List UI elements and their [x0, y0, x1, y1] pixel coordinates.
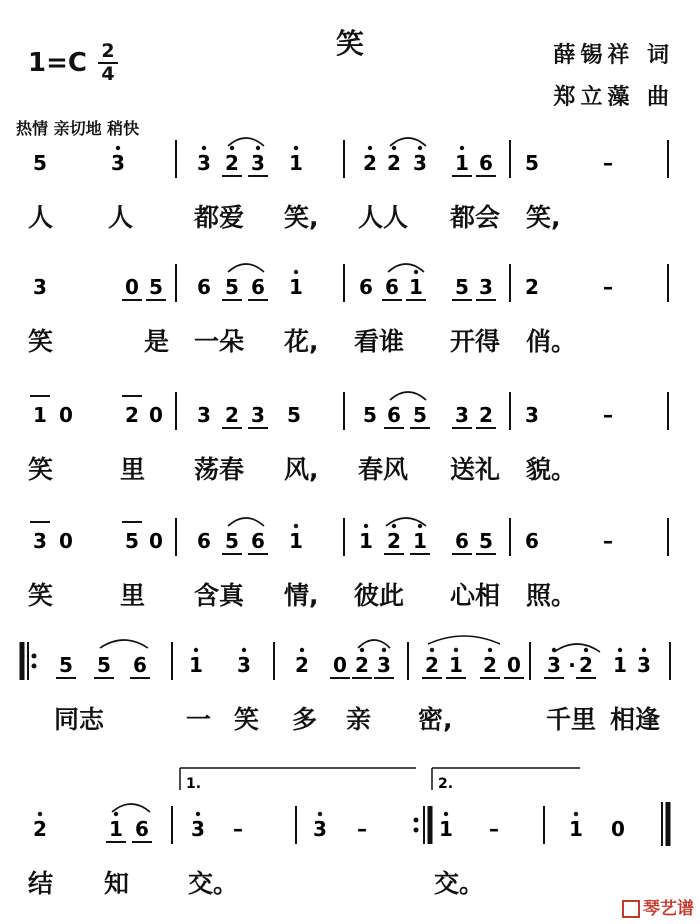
- high-dot: [488, 648, 492, 652]
- slur: [112, 804, 150, 812]
- note: 2: [387, 151, 401, 175]
- high-dot: [392, 146, 396, 150]
- note: 3: [33, 529, 47, 553]
- note: 2: [355, 653, 369, 677]
- high-dot: [294, 146, 298, 150]
- note: 3: [191, 817, 205, 841]
- high-dot: [242, 648, 246, 652]
- lyric-word: 亲: [346, 705, 372, 734]
- note: 0: [59, 529, 73, 553]
- note: 3: [547, 653, 561, 677]
- slur: [228, 138, 264, 146]
- lyric-word: 花,: [284, 327, 319, 356]
- note: –: [489, 817, 499, 841]
- high-dot: [230, 146, 234, 150]
- note: 1: [449, 653, 463, 677]
- note: 5: [479, 529, 493, 553]
- lyric-word: 情,: [284, 581, 319, 610]
- time-sig-top: 2: [101, 40, 115, 62]
- high-dot: [318, 812, 322, 816]
- note: 6: [479, 151, 493, 175]
- high-dot: [368, 146, 372, 150]
- lyric-word: 人人: [358, 203, 409, 232]
- note: 3: [455, 403, 469, 427]
- note: 0: [149, 403, 163, 427]
- note: 1: [289, 529, 303, 553]
- lyric-word: 俏。: [526, 327, 577, 356]
- high-dot: [414, 270, 418, 274]
- note: 3: [251, 403, 265, 427]
- slur: [390, 138, 426, 146]
- lyric-word: 含真: [194, 581, 245, 610]
- note: 2: [483, 653, 497, 677]
- high-dot: [256, 146, 260, 150]
- high-dot: [294, 524, 298, 528]
- high-dot: [574, 812, 578, 816]
- repeat-dot: [32, 664, 37, 669]
- note: 3: [377, 653, 391, 677]
- note: 6: [455, 529, 469, 553]
- lyric-word: 交。: [188, 869, 239, 898]
- note: 5: [455, 275, 469, 299]
- note: –: [603, 275, 613, 299]
- note: 6: [197, 529, 211, 553]
- watermark-logo: [622, 894, 694, 919]
- high-dot: [584, 648, 588, 652]
- note: ·: [568, 653, 576, 677]
- note: 3: [637, 653, 651, 677]
- slur: [228, 518, 264, 526]
- note: 5: [363, 403, 377, 427]
- note: 3: [479, 275, 493, 299]
- note: 0: [333, 653, 347, 677]
- lyric-word: 都会: [450, 203, 501, 232]
- lyric-word: 彼此: [354, 581, 405, 610]
- lyric-word: 知: [104, 869, 130, 898]
- high-dot: [294, 270, 298, 274]
- lyric-word: 相逢: [610, 705, 661, 734]
- high-dot: [642, 648, 646, 652]
- note: 1: [289, 275, 303, 299]
- lyric-word: 交。: [434, 869, 485, 898]
- note: 5: [225, 529, 239, 553]
- note: 3: [197, 151, 211, 175]
- lyric-row: [0, 198, 700, 238]
- lyric-word: 一: [186, 705, 212, 734]
- slur: [554, 644, 600, 652]
- high-dot: [196, 812, 200, 816]
- slur: [358, 640, 390, 648]
- note: –: [603, 151, 613, 175]
- high-dot: [460, 146, 464, 150]
- note: 1: [413, 529, 427, 553]
- note: 5: [125, 529, 139, 553]
- song-title: 笑: [336, 27, 367, 60]
- lyric-word: 笑: [28, 327, 54, 356]
- lyric-word: 笑,: [526, 203, 561, 232]
- note: 0: [611, 817, 625, 841]
- volta-label: 2.: [438, 776, 454, 792]
- note: 1: [569, 817, 583, 841]
- lyric-word: 人: [28, 203, 54, 232]
- high-dot: [382, 648, 386, 652]
- lyricist-credit: 薛锡祥 词: [553, 43, 674, 68]
- lyric-word: 一朵: [194, 327, 245, 356]
- note: 5: [59, 653, 73, 677]
- high-dot: [38, 812, 42, 816]
- note: 1: [613, 653, 627, 677]
- lyric-word: 是: [144, 327, 170, 356]
- high-dot: [364, 524, 368, 528]
- lyric-word: 多: [292, 705, 318, 734]
- note: 1: [289, 151, 303, 175]
- repeat-dot: [414, 828, 419, 833]
- note: –: [233, 817, 243, 841]
- lyric-word: 结: [28, 869, 54, 898]
- note: 2: [525, 275, 539, 299]
- repeat-dot: [32, 654, 37, 659]
- lyric-row: [0, 864, 700, 904]
- note: 6: [251, 529, 265, 553]
- note: 5: [149, 275, 163, 299]
- note: 6: [135, 817, 149, 841]
- lyric-word: 送礼: [450, 455, 501, 484]
- high-dot: [300, 648, 304, 652]
- note: 1: [109, 817, 123, 841]
- lyric-word: 笑,: [284, 203, 319, 232]
- high-dot: [194, 648, 198, 652]
- time-sig-bottom: 4: [101, 63, 115, 85]
- note: 6: [385, 275, 399, 299]
- note: 6: [251, 275, 265, 299]
- lyric-word: 同志: [54, 705, 105, 734]
- lyric-word: 里: [120, 581, 146, 610]
- lyric-row: [0, 576, 700, 616]
- lyric-row: [0, 700, 700, 740]
- lyric-word: 荡春: [194, 455, 245, 484]
- key-signature: 1=C: [28, 48, 87, 78]
- high-dot: [360, 648, 364, 652]
- lyric-word: 里: [120, 455, 146, 484]
- note: 0: [507, 653, 521, 677]
- note: 3: [313, 817, 327, 841]
- note: 6: [133, 653, 147, 677]
- lyric-word: 心相: [450, 581, 501, 610]
- note: 5: [225, 275, 239, 299]
- lyric-word: 笑: [28, 455, 54, 484]
- note: 2: [579, 653, 593, 677]
- slur: [428, 636, 500, 644]
- lyric-word: 风,: [284, 455, 319, 484]
- note: 5: [97, 653, 111, 677]
- note: 1: [359, 529, 373, 553]
- slur: [388, 264, 424, 272]
- note: 3: [197, 403, 211, 427]
- note: 2: [33, 817, 47, 841]
- slur: [228, 264, 264, 272]
- note: 6: [387, 403, 401, 427]
- high-dot: [418, 146, 422, 150]
- note: 3: [251, 151, 265, 175]
- note: –: [357, 817, 367, 841]
- high-dot: [618, 648, 622, 652]
- lyric-word: 春风: [358, 455, 409, 484]
- lyric-word: 开得: [450, 327, 501, 356]
- lyric-row: [0, 322, 700, 362]
- note: 3: [111, 151, 125, 175]
- note: 2: [125, 403, 139, 427]
- note: 3: [525, 403, 539, 427]
- lyric-word: 看谁: [354, 327, 405, 356]
- high-dot: [392, 524, 396, 528]
- note: 1: [33, 403, 47, 427]
- note: 6: [359, 275, 373, 299]
- note: –: [603, 403, 613, 427]
- note: –: [603, 529, 613, 553]
- lyric-word: 貌。: [526, 455, 577, 484]
- high-dot: [418, 524, 422, 528]
- note: 3: [237, 653, 251, 677]
- high-dot: [114, 812, 118, 816]
- note: 6: [197, 275, 211, 299]
- note: 1: [409, 275, 423, 299]
- note: 6: [525, 529, 539, 553]
- note: 1: [455, 151, 469, 175]
- watermark-text: 琴艺谱: [643, 899, 694, 919]
- note: 2: [479, 403, 493, 427]
- note: 0: [149, 529, 163, 553]
- lyric-word: 笑: [28, 581, 54, 610]
- tempo-marking: 热情 亲切地 稍快: [16, 119, 140, 138]
- volta-label: 1.: [186, 776, 202, 792]
- note: 0: [125, 275, 139, 299]
- note: 2: [387, 529, 401, 553]
- note: 0: [59, 403, 73, 427]
- note: 1: [189, 653, 203, 677]
- lyric-word: 千里: [546, 705, 597, 734]
- logo-icon: [622, 900, 640, 918]
- note: 5: [287, 403, 301, 427]
- note: 2: [225, 151, 239, 175]
- note: 2: [425, 653, 439, 677]
- lyric-word: 密,: [418, 705, 453, 734]
- composer-credit: 郑立藻 曲: [553, 85, 674, 110]
- note: 5: [33, 151, 47, 175]
- high-dot: [116, 146, 120, 150]
- slur: [390, 392, 426, 400]
- high-dot: [454, 648, 458, 652]
- lyric-row: [0, 450, 700, 490]
- lyric-word: 人: [108, 203, 134, 232]
- note: 3: [33, 275, 47, 299]
- lyric-word: 照。: [526, 581, 577, 610]
- high-dot: [430, 648, 434, 652]
- slur: [100, 640, 148, 648]
- high-dot: [444, 812, 448, 816]
- note: 5: [413, 403, 427, 427]
- repeat-dot: [414, 818, 419, 823]
- note: 2: [225, 403, 239, 427]
- note: 2: [363, 151, 377, 175]
- high-dot: [202, 146, 206, 150]
- note: 5: [525, 151, 539, 175]
- note: 2: [295, 653, 309, 677]
- note: 3: [413, 151, 427, 175]
- lyric-word: 都爱: [194, 203, 245, 232]
- note: 1: [439, 817, 453, 841]
- lyric-word: 笑: [234, 705, 260, 734]
